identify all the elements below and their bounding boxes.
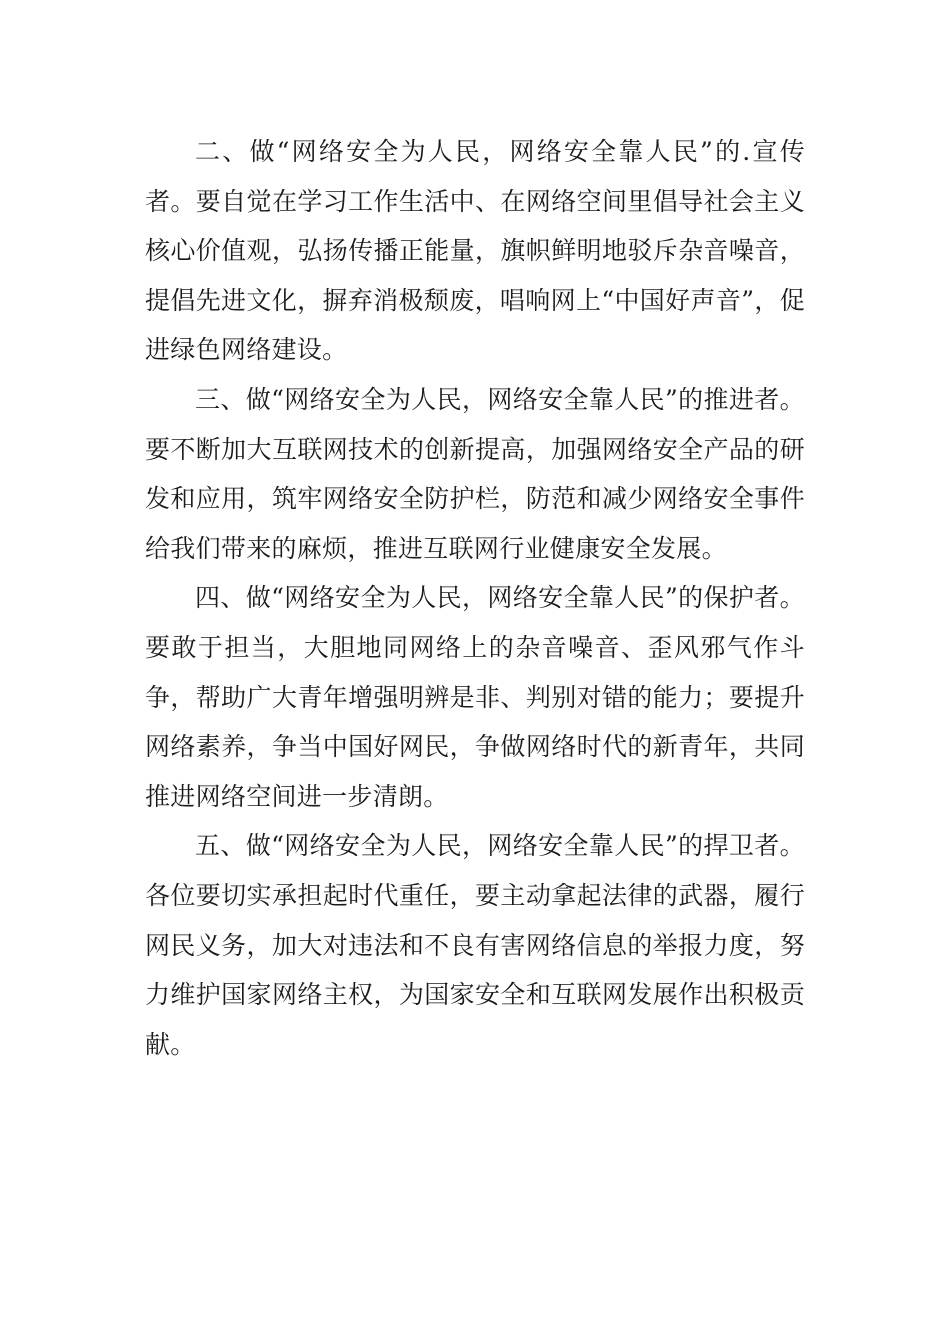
document-body [145, 127, 805, 1069]
paragraph-protector: 四、做“网络安全为人民，网络安全靠人民”的保护者。要敢于担当，大胆地同网络上的杂音噪音、歪风邪气作斗争，帮助广大青年增强明辨是非、判别对错的能力；要提升网络素养，争当中国好网民，争做网络时代的新青年，共同推进网络空间进一步清朗。 [145, 583, 805, 811]
paragraph-propagandist: 二、做“网络安全为人民，网络安全靠人民”的.宣传者。要自觉在学习工作生活中、在网络空间里倡导社会主义核心价值观，弘扬传播正能量，旗帜鲜明地驳斥杂音噪音，提倡先进文化，摒弃消极颓废，唱响网上“中国好声音”，促进绿色网络建设。 [145, 137, 805, 365]
paragraph-defender: 五、做“网络安全为人民，网络安全靠人民”的捍卫者。各位要切实承担起时代重任，要主动拿起法律的武器，履行网民义务，加大对违法和不良有害网络信息的举报力度，努力维护国家网络主权，为国家安全和互联网发展作出积极贡献。 [145, 831, 805, 1059]
paragraph-promoter: 三、做“网络安全为人民，网络安全靠人民”的推进者。要不断加大互联网技术的创新提高，加强网络安全产品的研发和应用，筑牢网络安全防护栏，防范和减少网络安全事件给我们带来的麻烦，推进互联网行业健康安全发展。 [145, 384, 805, 563]
